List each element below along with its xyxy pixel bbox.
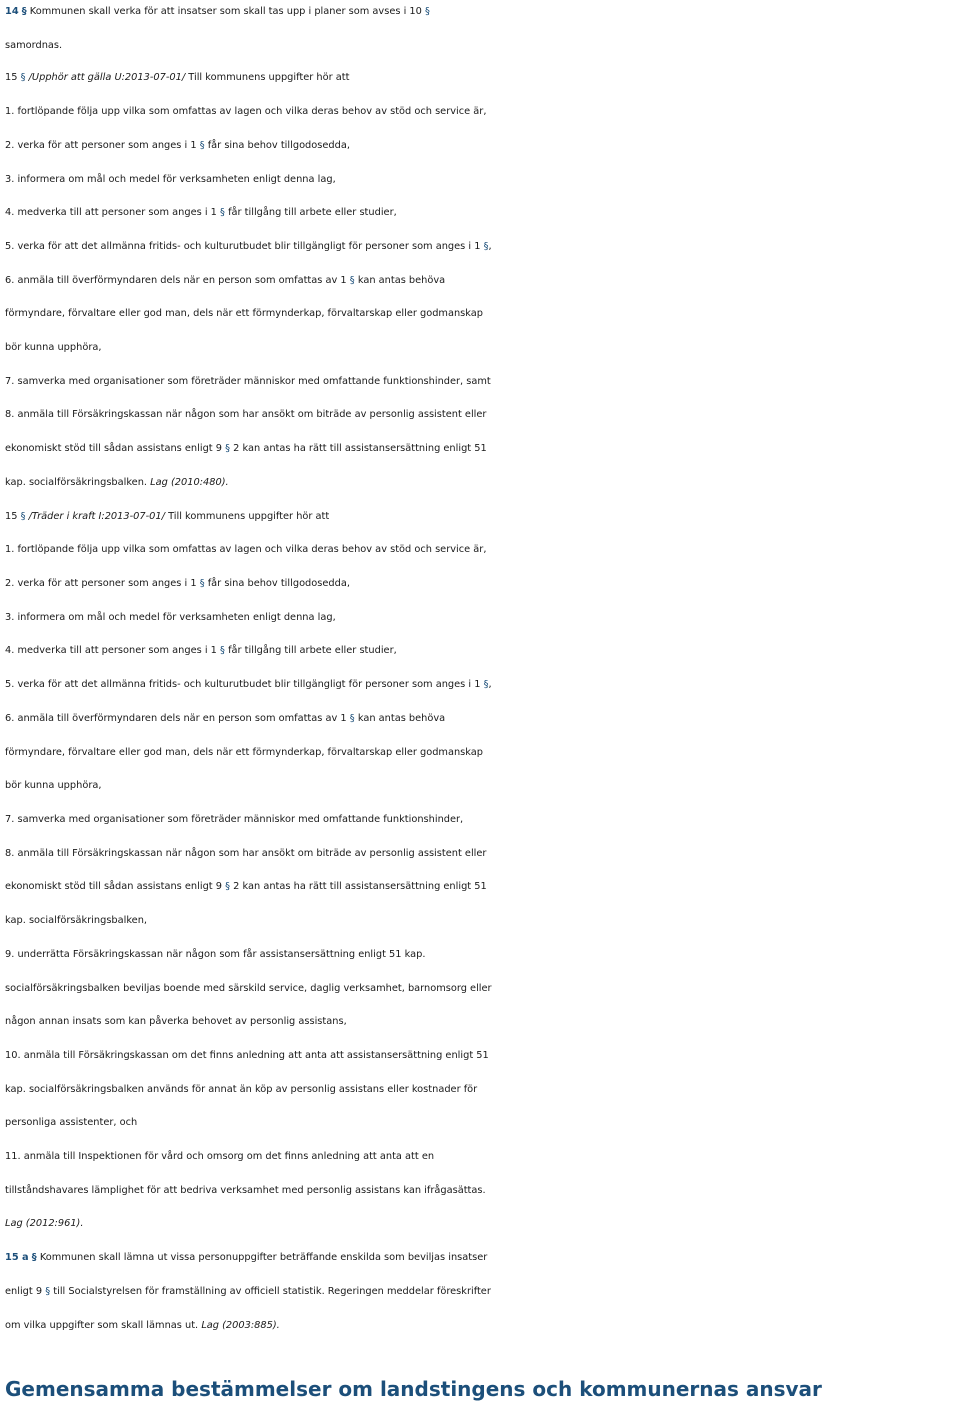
list-item [5, 805, 956, 835]
list-item-continued [5, 1176, 956, 1206]
item-text: kap. socialförsäkringsbalken används för annat än köp av personlig assistans eller kostnader för [5, 1084, 478, 1095]
list-item-continued [5, 1007, 956, 1037]
list-item [5, 400, 956, 430]
section-number: 15 [5, 72, 18, 83]
list-item-continued [5, 974, 956, 1004]
section-symbol-icon: § [483, 679, 489, 690]
section-14-line-1 [5, 0, 956, 27]
list-item [5, 940, 956, 970]
item-text: ekonomiskt stöd till sådan assistans enligt 9 [5, 881, 222, 892]
section-15a-line-3 [5, 1311, 956, 1341]
section-text: Till kommunens uppgifter hör att [188, 72, 350, 83]
section-15-new-header [5, 502, 956, 532]
section-symbol-icon: § [220, 207, 225, 218]
item-text: 7. samverka med organisationer som företräder människor med omfattande funktionshinder, samt [5, 376, 491, 387]
item-text: 3. informera om mål och medel för verksamheten enligt denna lag, [5, 174, 336, 185]
item-text: 8. anmäla till Försäkringskassan när någon som har ansökt om biträde av personlig assistent eller [5, 409, 487, 420]
section-symbol-icon: § [425, 6, 430, 17]
section-text: Till kommunens uppgifter hör att [168, 511, 330, 522]
section-symbol-icon: § [20, 511, 26, 522]
item-text: förmyndare, förvaltare eller god man, dels när ett förmynderkap, förvaltarskap eller godmanskap [5, 308, 484, 319]
section-text: Kommunen skall verka för att insatser som skall tas upp i planer som avses i 10 [29, 6, 422, 17]
law-reference: Lag (2003:885). [201, 1320, 280, 1331]
list-item [5, 232, 956, 262]
list-item-continued [5, 872, 956, 902]
item-text: 1. fortlöpande följa upp vilka som omfattas av lagen och vilka deras behov av stöd och service är, [5, 544, 487, 555]
item-text: kan antas behöva [357, 713, 446, 724]
section-text: Kommunen skall lämna ut vissa personuppgifter beträffande enskilda som beviljas insatser [39, 1252, 488, 1263]
section-symbol-icon: § [349, 275, 355, 286]
item-text: får sina behov tillgodosedda, [207, 140, 350, 151]
list-item [5, 165, 956, 195]
section-symbol-icon: § [21, 6, 27, 17]
item-text: ekonomiskt stöd till sådan assistans enligt 9 [5, 443, 222, 454]
item-text: kap. socialförsäkringsbalken. [5, 477, 148, 488]
item-text: 10. anmäla till Försäkringskassan om det finns anledning att anta att assistansersättning enligt 51 [5, 1050, 489, 1061]
item-text: 5. verka för att det allmänna fritids- och kulturutbudet blir tillgängligt för personer som anges i 1 [5, 679, 481, 690]
item-text: förmyndare, förvaltare eller god man, dels när ett förmynderkap, förvaltarskap eller godmanskap [5, 747, 484, 758]
item-text: 7. samverka med organisationer som företräder människor med omfattande funktionshinder, [5, 814, 464, 825]
chapter-heading: Gemensamma bestämmelser om landstingens och kommunernas ansvar [5, 1377, 822, 1401]
list-item-continued [5, 333, 956, 363]
item-text: 1. fortlöpande följa upp vilka som omfattas av lagen och vilka deras behov av stöd och service är, [5, 106, 487, 117]
list-item [5, 266, 956, 296]
list-item-continued [5, 299, 956, 329]
section-symbol-icon: § [20, 72, 26, 83]
section-number: 15 a [5, 1252, 29, 1263]
list-item-continued [5, 771, 956, 801]
item-text: kan antas behöva [357, 275, 446, 286]
item-text: får sina behov tillgodosedda, [207, 578, 350, 589]
list-item [5, 1142, 956, 1172]
law-reference: Lag (2010:480). [150, 477, 229, 488]
item-text: 6. anmäla till överförmyndaren dels när en person som omfattas av 1 [5, 275, 347, 286]
list-item [5, 569, 956, 599]
item-text: , [488, 679, 492, 690]
list-item [5, 1041, 956, 1071]
section-symbol-icon: § [31, 1252, 37, 1263]
list-item [5, 603, 956, 633]
section-text: om vilka uppgifter som skall lämnas ut. [5, 1320, 199, 1331]
list-item-continued [5, 434, 956, 464]
list-item [5, 198, 956, 228]
list-item-continued [5, 906, 956, 936]
item-text: 2. verka för att personer som anges i 1 [5, 578, 197, 589]
item-text: bör kunna upphöra, [5, 780, 102, 791]
section-number: 15 [5, 511, 18, 522]
list-item [5, 367, 956, 397]
item-text: får tillgång till arbete eller studier, [228, 207, 397, 218]
item-text: 8. anmäla till Försäkringskassan när någon som har ansökt om biträde av personlig assistent eller [5, 848, 487, 859]
item-text: 2. verka för att personer som anges i 1 [5, 140, 197, 151]
section-15-old-header [5, 63, 956, 93]
section-symbol-icon: § [225, 881, 231, 892]
item-text: får tillgång till arbete eller studier, [228, 645, 397, 656]
item-text: personliga assistenter, och [5, 1117, 138, 1128]
item-text: bör kunna upphöra, [5, 342, 102, 353]
section-symbol-icon: § [483, 241, 489, 252]
list-item [5, 636, 956, 666]
item-text: kap. socialförsäkringsbalken, [5, 915, 148, 926]
section-text: samordnas. [5, 40, 63, 51]
law-reference-line [5, 1209, 956, 1239]
section-symbol-icon: § [199, 140, 205, 151]
section-15a-line-2 [5, 1277, 956, 1307]
item-text: 4. medverka till att personer som anges i 1 [5, 645, 217, 656]
section-symbol-icon: § [199, 578, 205, 589]
section-number: 14 [5, 6, 19, 17]
item-text: 6. anmäla till överförmyndaren dels när en person som omfattas av 1 [5, 713, 347, 724]
section-symbol-icon: § [220, 645, 225, 656]
validity-note: /Träder i kraft I:2013-07-01/ [28, 511, 165, 522]
section-14-line-2 [5, 31, 956, 61]
list-item [5, 131, 956, 161]
list-item [5, 839, 956, 869]
section-15a-line-1 [5, 1243, 956, 1273]
section-text: till Socialstyrelsen för framställning av officiell statistik. Regeringen meddelar föreskrifter [53, 1286, 491, 1297]
item-text: 2 kan antas ha rätt till assistansersättning enligt 51 [233, 881, 487, 892]
item-text: tillståndshavares lämplighet för att bedriva verksamhet med personlig assistans kan ifrågasättas. [5, 1185, 486, 1196]
list-item [5, 670, 956, 700]
list-item-continued [5, 468, 956, 498]
section-symbol-icon: § [225, 443, 231, 454]
list-item [5, 97, 956, 127]
item-text: 9. underrätta Försäkringskassan när någon som får assistansersättning enligt 51 kap. [5, 949, 426, 960]
list-item [5, 704, 956, 734]
item-text: 5. verka för att det allmänna fritids- och kulturutbudet blir tillgängligt för personer som anges i 1 [5, 241, 481, 252]
item-text: 3. informera om mål och medel för verksamheten enligt denna lag, [5, 612, 336, 623]
item-text: 2 kan antas ha rätt till assistansersättning enligt 51 [233, 443, 487, 454]
list-item-continued [5, 1108, 956, 1138]
section-symbol-icon: § [45, 1286, 51, 1297]
list-item-continued [5, 738, 956, 768]
item-text: 4. medverka till att personer som anges i 1 [5, 207, 217, 218]
item-text: socialförsäkringsbalken beviljas boende med särskild service, daglig verksamhet, barnomsorg eller [5, 983, 492, 994]
law-reference: Lag (2012:961). [5, 1218, 84, 1229]
validity-note: /Upphör att gälla U:2013-07-01/ [28, 72, 186, 83]
item-text: 11. anmäla till Inspektionen för vård och omsorg om det finns anledning att anta att en [5, 1151, 435, 1162]
item-text: , [488, 241, 492, 252]
section-text: enligt 9 [5, 1286, 43, 1297]
list-item-continued [5, 1075, 956, 1105]
item-text: någon annan insats som kan påverka behovet av personlig assistans, [5, 1016, 347, 1027]
list-item [5, 535, 956, 565]
section-symbol-icon: § [349, 713, 355, 724]
